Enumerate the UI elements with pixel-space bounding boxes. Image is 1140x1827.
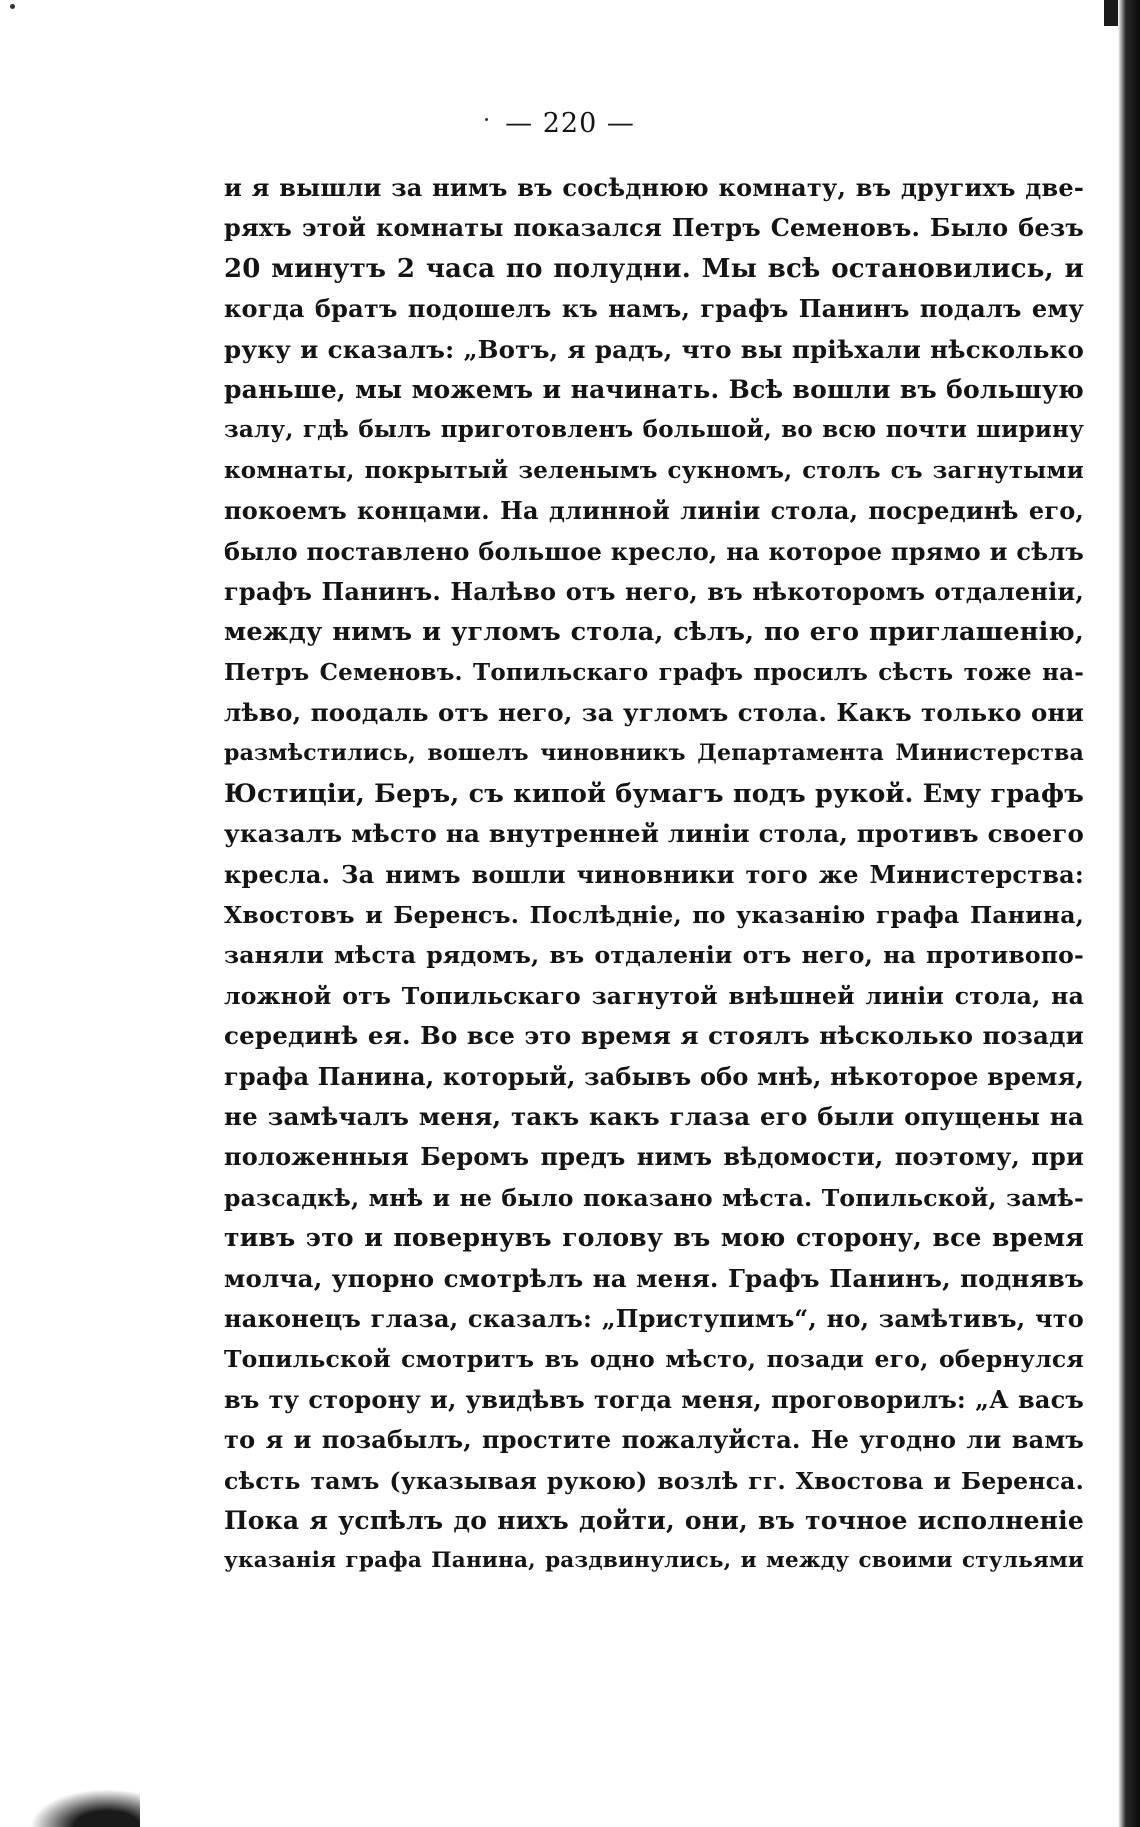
text-line: Хвостовъ и Беренсъ. Послѣдніе, по указанію графа Панина, — [224, 901, 1084, 930]
text-line: заняли мѣста рядомъ, въ отдаленіи отъ него, на противопо- — [224, 941, 1084, 970]
text-line: лѣво, поодаль отъ него, за угломъ стола. Какъ только они — [224, 698, 1084, 728]
text-line: Юстиціи, Беръ, съ кипой бумагъ подъ рукой. Ему графъ — [224, 778, 1084, 809]
text-line: Топильской смотритъ въ одно мѣсто, позади его, обернулся — [224, 1345, 1084, 1374]
text-line: указанія графа Панина, раздвинулись, и между своими стульями — [224, 1548, 1084, 1574]
text-line: ложной отъ Топильскаго загнутой внѣшней линіи стола, на — [224, 981, 1084, 1010]
text-line: комнаты, покрытый зеленымъ сукномъ, столъ съ загнутыми — [224, 456, 1084, 484]
text-line: между нимъ и угломъ стола, сѣлъ, по его приглашенію, — [224, 617, 1084, 648]
text-line: разсадкѣ, мнѣ и не было показано мѣста. Топильской, замѣ- — [224, 1183, 1084, 1212]
text-line: сѣсть тамъ (указывая рукою) возлѣ гг. Хвостова и Беренса. — [224, 1466, 1084, 1495]
text-line: когда братъ подошелъ къ намъ, графъ Панинъ подалъ ему — [224, 294, 1084, 324]
text-line: молча, упорно смотрѣлъ на меня. Графъ Панинъ, поднявъ — [224, 1263, 1084, 1293]
text-line: залу, гдѣ былъ приготовленъ большой, во всю почти ширину — [224, 416, 1084, 444]
text-line: серединѣ ея. Во все это время я стоялъ нѣсколько позади — [224, 1021, 1084, 1051]
text-line: ряхъ этой комнаты показался Петръ Семеновъ. Было безъ — [224, 213, 1084, 243]
text-line: и я вышли за нимъ въ сосѣднюю комнату, въ другихъ две- — [224, 173, 1084, 202]
scan-corner-mark — [1104, 0, 1118, 26]
text-line: Петръ Семеновъ. Топильскаго графъ просилъ сѣсть тоже на- — [224, 658, 1084, 686]
text-line: тивъ это и повернувъ голову въ мою сторону, все время — [224, 1223, 1084, 1253]
text-line: графъ Панинъ. Налѣво отъ него, въ нѣкоторомъ отдаленіи, — [224, 576, 1084, 606]
scan-smudge — [30, 1789, 140, 1827]
text-line: указалъ мѣсто на внутренней линіи стола, противъ своего — [224, 819, 1084, 849]
scan-speck — [10, 4, 15, 9]
text-line: положенныя Беромъ предъ нимъ вѣдомости, поэтому, при — [224, 1142, 1084, 1172]
text-line: не замѣчалъ меня, такъ какъ глаза его были опущены на — [224, 1101, 1084, 1131]
text-line: графа Панина, который, забывъ обо мнѣ, нѣкоторое время, — [224, 1061, 1085, 1091]
text-line: кресла. За нимъ вошли чиновники того же Министерства: — [224, 859, 1084, 889]
scan-page-edge — [1118, 0, 1140, 1827]
page-number: — 220 — — [505, 108, 635, 139]
text-line: руку и сказалъ: „Вотъ, я радъ, что вы пріѣхали нѣсколько — [224, 334, 1084, 364]
text-line: размѣстились, вошелъ чиновникъ Департамента Министерства — [224, 740, 1084, 767]
text-line: раньше, мы можемъ и начинать. Всѣ вошли въ большую — [224, 374, 1084, 404]
body-text — [224, 168, 1084, 1582]
text-line: покоемъ концами. На длинной линіи стола, посрединѣ его, — [224, 496, 1084, 526]
text-line: въ ту сторону и, увидѣвъ тогда меня, проговорилъ: „А васъ — [224, 1384, 1084, 1414]
text-line: то я и позабылъ, простите пожалуйста. Не угодно ли вамъ — [224, 1425, 1084, 1455]
text-line: Пока я успѣлъ до нихъ дойти, они, въ точное исполненіе — [224, 1505, 1084, 1535]
text-line: было поставлено большое кресло, на которое прямо и сѣлъ — [224, 536, 1084, 566]
text-line: наконецъ глаза, сказалъ: „Приступимъ“, но, замѣтивъ, что — [224, 1303, 1084, 1333]
text-line: 20 минутъ 2 часа по полудни. Мы всѣ остановились, и — [224, 253, 1084, 284]
